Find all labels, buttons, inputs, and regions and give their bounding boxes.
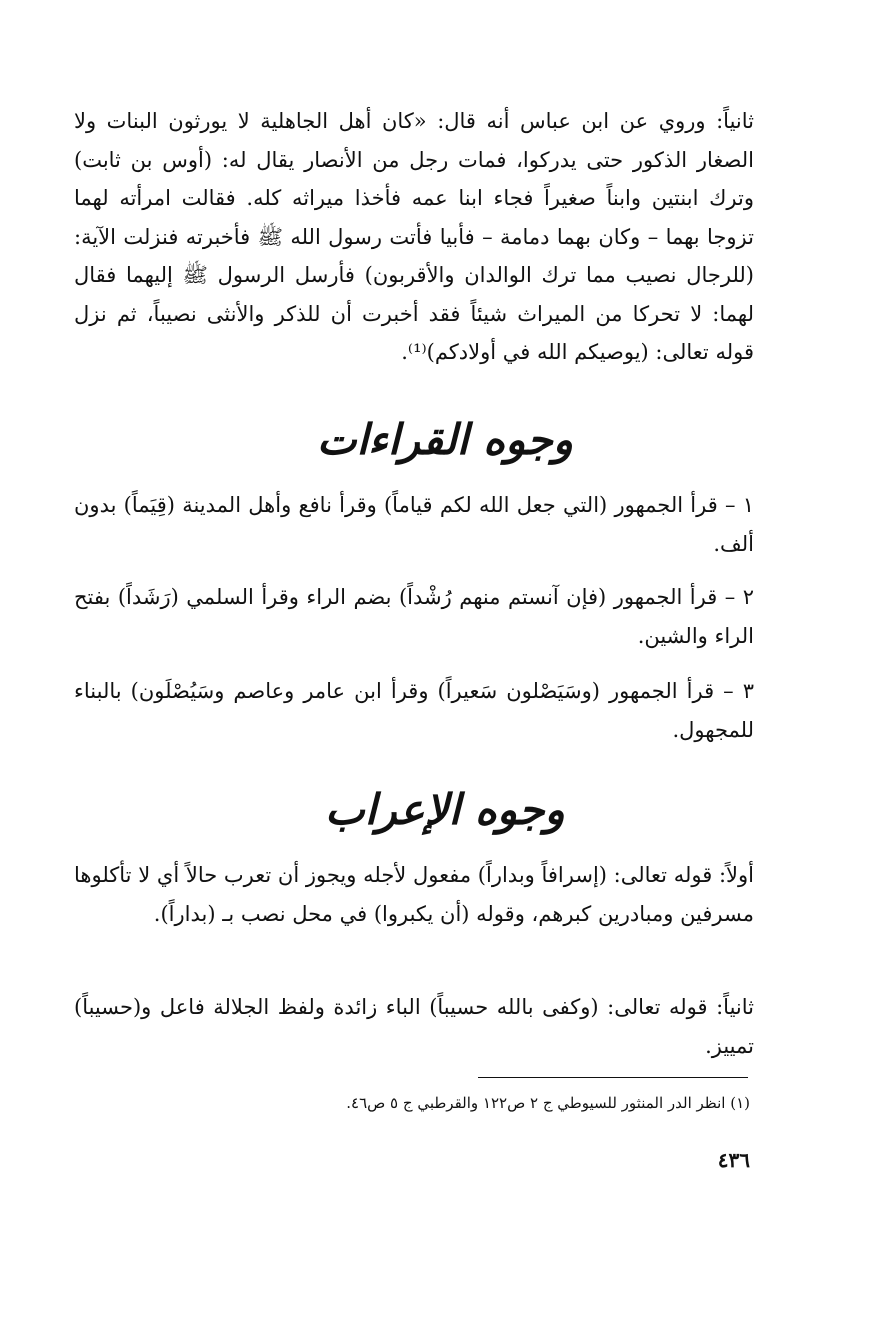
hadith-paragraph: ثانياً: وروي عن ابن عباس أنه قال: «كان أهل الجاهلية لا يورثون البنات ولا الصغار الذكور حتى يدركوا، فمات رجل من الأنصار يقال له: (أوس بن ثابت) وترك ابنتين وابناً صغيراً فجاء ابنا عمه فأخذا ميراثه كله. فقالت امرأته لهما تزوجا بهما – وكان بهما دمامة – فأبيا فأتت رسول الله ﷺ فأخبرته فنزلت الآية: (للرجال نصيب مما ترك الوالدان والأقربون) فأرسل الرسول ﷺ إليهما فقال لهما: لا تحركا من الميراث شيئاً فقد أخبرت أن للذكر والأنثى نصيباً، ثم نزل قوله تعالى: (يوصيكم الله في أولادكم)⁽¹⁾.	[74, 109, 754, 364]
heading-irab: وجوه الإعراب	[325, 785, 565, 834]
footnote: (١) انظر الدر المنثور للسيوطي ج ٢ ص١٢٢ والقرطبي ج ٥ ص٤٦.	[346, 1094, 750, 1112]
qiraat-item-2: ٢ – قرأ الجمهور (فإن آنستم منهم رُشْداً) بضم الراء وقرأ السلمي (رَشَداً) بفتح الراء والشين.	[74, 585, 754, 648]
qiraat-item-1: ١ – قرأ الجمهور (التي جعل الله لكم قياماً) وقرأ نافع وأهل المدينة (قِيَماً) بدون ألف.	[74, 493, 754, 556]
heading-qiraat: وجوه القراءات	[316, 415, 574, 464]
footnote-divider	[478, 1077, 748, 1078]
page-number: ٤٣٦	[717, 1148, 750, 1172]
irab-item-2: ثانياً: قوله تعالى: (وكفى بالله حسيباً) الباء زائدة ولفظ الجلالة فاعل و(حسيباً) تمييز.	[74, 995, 754, 1058]
qiraat-item-3: ٣ – قرأ الجمهور (وسَيَصْلون سَعيراً) وقرأ ابن عامر وعاصم وسَيُصْلَون) بالبناء للمجهول.	[74, 679, 754, 742]
irab-item-1: أولاً: قوله تعالى: (إسرافاً وبداراً) مفعول لأجله ويجوز أن تعرب حالاً أي لا تأكلوها مسرفين ومبادرين كبرهم، وقوله (أن يكبروا) في محل نصب بـ (بداراً).	[74, 863, 754, 926]
